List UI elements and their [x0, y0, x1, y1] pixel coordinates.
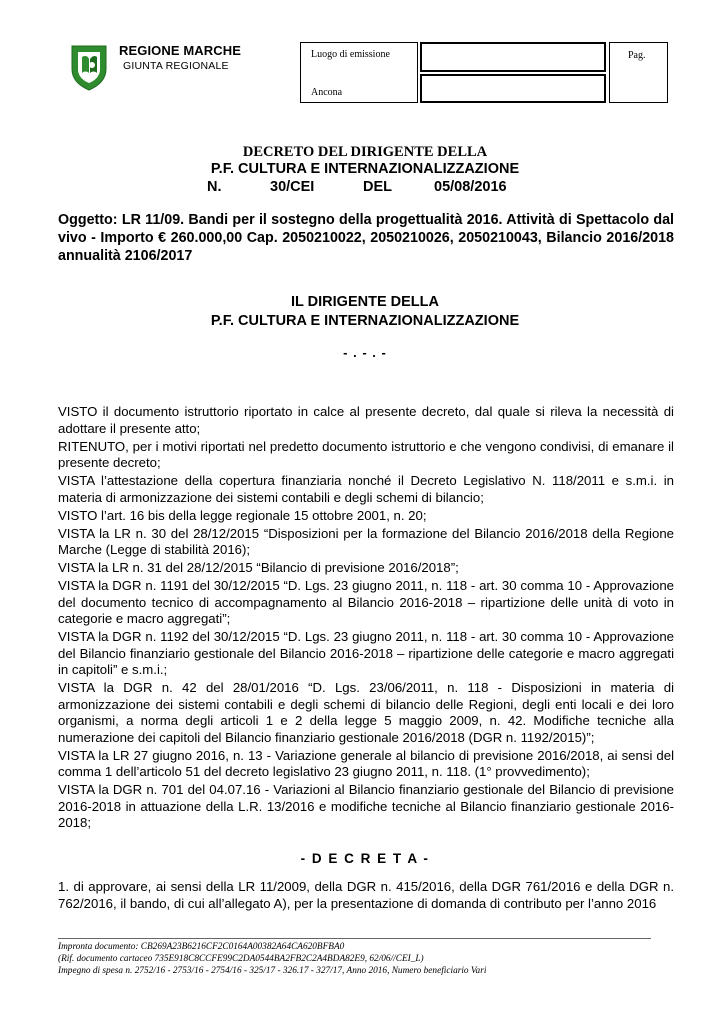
section-separator: - . - . - [343, 345, 387, 360]
decree-date: 05/08/2016 [434, 179, 507, 195]
paragraph: VISTA la LR n. 30 del 28/12/2015 “Disposizioni per la formazione del Bilancio 2016/2018 della Regione Marche (Legge di stabilità 2016); [58, 525, 674, 557]
luogo-label: Luogo di emissione [311, 49, 390, 60]
decree-number-line [58, 179, 672, 197]
paragraph: VISTA la DGR n. 42 del 28/01/2016 “D. Lgs. 23/06/2011, n. 118 - Disposizioni in materia di armonizzazione dei sistemi contabili e degli schemi di bilancio delle Regioni, degli enti locali e dei loro organismi, a norma degli articoli 1 e 2 della legge 5 maggio 2009, n. 42. Modifiche tecniche alla numerazione dei capitoli del Bilancio finanziario gestionale 2016/2018 (DGR n. 1192/2015)”; [58, 680, 674, 745]
decreta-heading: - D E C R E T A - [300, 851, 430, 866]
paragraph: VISTA l’attestazione della copertura finanziaria nonché il Decreto Legislativo N. 118/2011 e s.m.i. in materia di armonizzazione dei sistemi contabili e degli schemi di bilancio; [58, 473, 674, 505]
paragraph: VISTA la LR n. 31 del 28/12/2015 “Bilancio di previsione 2016/2018”; [58, 560, 459, 575]
footer [58, 941, 486, 977]
paragraph: VISTA la DGR n. 1192 del 30/12/2015 “D. Lgs. 23 giugno 2011, n. 118 - art. 30 comma 10 - Approvazione del Bilancio finanziario gestionale del Bilancio 2016-2018 – ripartizione delle categorie e macro aggregati in capitoli” e s.m.i.; [58, 629, 674, 677]
regione-marche-logo-icon [68, 43, 110, 91]
paragraph: VISTO il documento istruttorio riportato in calce al presente decreto, dal quale si rileva la necessità di adottare il presente atto; [58, 404, 674, 436]
dirigente-heading: IL DIRIGENTE DELLA [291, 294, 439, 310]
footer-paper-reference: (Rif. documento cartaceo 735E918C8CCFE99C2DA0544BA2FB2C2A4BDA82E9, 62/06//CEI_L) [58, 954, 424, 964]
paragraph: VISTA la LR 27 giugno 2016, n. 13 - Variazione generale al bilancio di previsione 2016/2018, ai sensi del comma 1 dell’articolo 51 del decreto legislativo 23 giugno 2011, n. 118. (1° provvedimento); [58, 747, 674, 779]
decision-item-1: 1. di approvare, ai sensi della LR 11/2009, della DGR n. 415/2016, della DGR 761/2016 e della DGR n. 762/2016, il bando, di cui all’allegato A), per la presentazione di domanda di contributo per l’anno 2016 [58, 879, 674, 911]
number-label: N. [207, 179, 222, 195]
paragraph: RITENUTO, per i motivi riportati nel predetto documento istruttorio e che vengono condivisi, di emanare il presente decreto; [58, 438, 674, 470]
org-name: REGIONE MARCHE [119, 43, 242, 58]
paragraph: VISTA la DGR n. 701 del 04.07.16 - Variazioni al Bilancio finanziario gestionale del Bilancio di previsione 2016-2018 in attuazione della L.R. 13/2016 e modifiche tecniche al Bilancio finanziario gestionale 2016-2018; [58, 782, 674, 830]
luogo-value: Ancona [311, 87, 343, 98]
subject-text: Oggetto: LR 11/09. Bandi per il sostegno della progettualità 2016. Attività di Spettacolo dal vivo - Importo € 260.000,00 Cap. 2050210022, 2050210026, 2050210043, Bilancio 2016/2018 annualità 2106/2017 [58, 212, 674, 264]
org-subtitle: GIUNTA REGIONALE [123, 60, 229, 72]
header-empty-box-top [420, 42, 606, 72]
paragraph: VISTA la DGR n. 1191 del 30/12/2015 “D. Lgs. 23 giugno 2011, n. 118 - art. 30 comma 10 - Approvazione del documento tecnico di accompagnamento al Bilancio 2016-2018 – ripartizione delle unità di voto in categorie e macro aggregati”; [58, 578, 674, 626]
header-empty-box-bottom [420, 74, 606, 103]
decree-number: 30/CEI [270, 179, 315, 195]
footer-divider [58, 938, 651, 939]
paragraph: VISTO l’art. 16 bis della legge regionale 15 ottobre 2001, n. 20; [58, 507, 427, 523]
dirigente-office: P.F. CULTURA E INTERNAZIONALIZZAZIONE [210, 313, 520, 329]
date-label: DEL [363, 179, 392, 195]
footer-document-fingerprint: Impronta documento: CB269A23B6216CF2C0164A00382A64CA620BFBA0 [58, 942, 345, 952]
decree-title: DECRETO DEL DIRIGENTE DELLA [242, 144, 488, 160]
decree-office: P.F. CULTURA E INTERNAZIONALIZZAZIONE [210, 161, 520, 177]
page-label: Pag. [628, 50, 646, 61]
premises-body [58, 404, 674, 833]
footer-expense-commitment: Impegno di spesa n. 2752/16 - 2753/16 - 2754/16 - 325/17 - 326.17 - 327/17, Anno 2016, Numero beneficiario Vari [58, 966, 487, 976]
